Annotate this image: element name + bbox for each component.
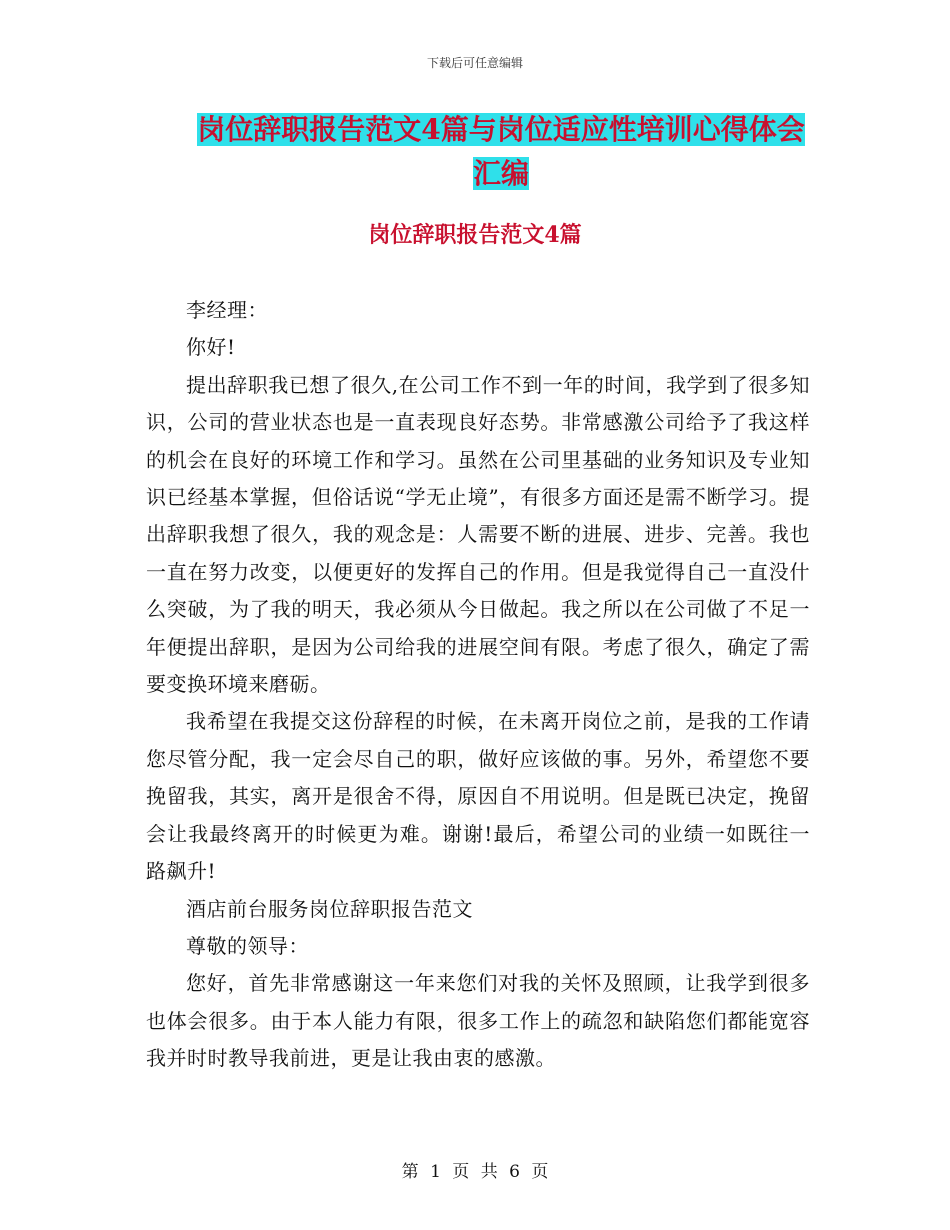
paragraph: 提出辞职我已想了很久,在公司工作不到一年的时间，我学到了很多知识，公司的营业状态也是一直表现良好态势。非常感激公司给予了我这样的机会在良好的环境工作和学习。虽然在公司里基础的业务知识及专业知识已经基本掌握，但俗话说“学无止境”，有很多方面还是需不断学习。提出辞职我想了很久，我的观念是：人需要不断的进展、进步、完善。我也一直在努力改变，以便更好的发挥自己的作用。但是我觉得自己一直没什么突破，为了我的明天，我必须从今日做起。我之所以在公司做了不足一年便提出辞职，是因为公司给我的进展空间有限。考虑了很久，确定了需要变换环境来磨砺。 <box>146 372 810 697</box>
salutation: 李经理： <box>186 298 268 322</box>
paragraph: 我希望在我提交这份辞程的时候，在未离开岗位之前，是我的工作请您尽管分配，我一定会尽自己的职，做好应该做的事。另外，希望您不要挽留我，其实，离开是很舍不得，原因自不用说明。但是既已决定，挽留会让我最终离开的时候更为难。谢谢!最后，希望公司的业绩一如既往一路飙升! <box>146 709 810 884</box>
document-title <box>196 108 806 196</box>
greeting: 你好! <box>186 335 236 360</box>
page-footer: 第 1 页 共 6 页 <box>401 1162 549 1182</box>
body-text <box>146 292 810 1078</box>
document-title-text: 岗位辞职报告范文4篇与岗位适应性培训心得体会汇编 <box>197 113 805 190</box>
paragraph: 您好，首先非常感谢这一年来您们对我的关怀及照顾，让我学到很多也体会很多。由于本人能力有限，很多工作上的疏忽和缺陷您们都能宽容我并时时教导我前进，更是让我由衷的感激。 <box>146 971 810 1071</box>
subheading: 酒店前台服务岗位辞职报告范文 <box>186 896 473 921</box>
salutation: 尊敬的领导： <box>186 933 309 958</box>
header-note: 下载后可任意编辑 <box>426 56 523 70</box>
section-title: 岗位辞职报告范文4篇 <box>368 222 582 248</box>
